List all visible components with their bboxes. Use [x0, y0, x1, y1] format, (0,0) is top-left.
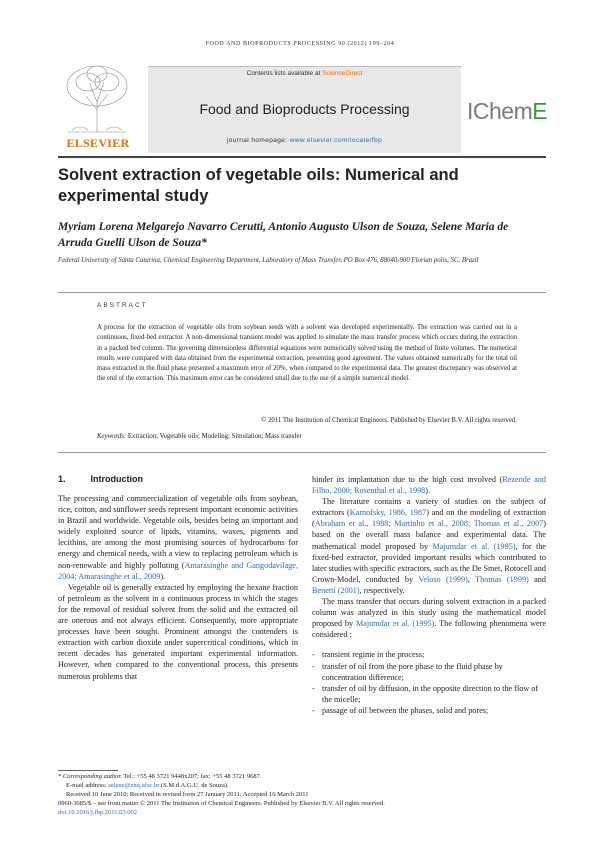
keywords-label: Keywords:	[97, 433, 127, 440]
footnotes	[58, 772, 546, 817]
r2-text-b: ) and on the modeling of extraction (	[312, 508, 546, 529]
phenomena-list	[312, 649, 546, 716]
running-header: FOOD AND BIOPRODUCTS PROCESSING 90 (2012) 199–204	[205, 41, 395, 47]
section-number: 1.	[58, 474, 66, 484]
list-item: - transient regime in the process;	[312, 649, 546, 660]
citation-link[interactable]: Karnofsky, 1986, 1987	[349, 508, 427, 518]
r3-text-b: . The following phenomena were considered :	[312, 619, 546, 640]
email-line	[58, 781, 546, 790]
corresponding-label: * Corresponding author.	[58, 773, 122, 780]
r1-text: hinder its implantation due to the high cost involved (	[312, 475, 503, 484]
r2-text-c: ) based on the overall mass balance and experimental data. The mathematical model proposed by	[312, 519, 546, 551]
r2-text-g: , respectively.	[359, 585, 405, 595]
r3-text-a: The mass transfer that occurs during solvent extraction in a packed column was analyzed in this study using the mathematical model proposed by	[312, 597, 546, 629]
homepage-line	[148, 137, 461, 144]
r2-text-a: The literature contains a variety of studies on the subject of extractors (	[312, 497, 546, 518]
contents-line	[148, 70, 461, 77]
intro-paragraph-3	[312, 474, 546, 496]
intro-paragraph-5	[312, 596, 546, 640]
email-suffix: (S.M.d.A.G.U. de Souza).	[159, 782, 229, 789]
author-list: Myriam Lorena Melgarejo Navarro Cerutti, Antonio Augusto Ulson de Souza, Selene Maria de Arruda Guelli Ulson de Souza*	[58, 221, 509, 249]
affiliation: Federal University of Santa Catarina, Chemical Engineering Department, Laboratory of Mass Transfer, PO Box 476, 88040-900 Florian polis, SC, Brazil	[58, 257, 479, 264]
list-item: - transfer of oil by diffusion, in the opposite direction to the flow of the micelle;	[312, 683, 546, 705]
intro-p1-text: The processing and commercialization of vegetable oils from soybean, rice, cotton, and sunflower seeds represent important economic activities in Brazil and worldwide. Vegetable oils, besides being an important and widely exploited source of lipids, vitamins, waxes, pigments and lecithins, are among the most promising sources of hydrocarbons for energy and chemical needs, with a view to replacing petroleum which is non-renewable and highly polluting (	[58, 494, 298, 570]
contents-prefix: Contents lists available at	[246, 70, 321, 77]
issn-line: 0960-3085/$ – see front matter © 2011 The Institution of Chemical Engineers. Published by Elsevier B.V. All rights reserved.	[58, 800, 385, 807]
publisher-wordmark: ELSEVIER	[66, 136, 130, 150]
list-item: - transfer of oil from the pore phase to the fluid phase by concentration difference;	[312, 661, 546, 683]
abstract-top-rule	[58, 292, 546, 293]
email-label: E-mail address:	[66, 782, 109, 789]
abstract-bottom-rule	[58, 452, 546, 453]
copyright-line: © 2011 The Institution of Chemical Engineers. Published by Elsevier B.V. All rights reserved.	[261, 417, 517, 424]
corresponding-contact: Tel.: +55 48 3721 9448x207; fax: +55 48 3721 9687.	[121, 773, 262, 780]
r1-tail: ).	[425, 486, 431, 496]
section-title: Introduction	[90, 474, 144, 484]
citation-link[interactable]: Thomas (1999)	[475, 574, 529, 584]
icheme-logo-main: IChem	[467, 98, 533, 124]
corresponding-author-line	[58, 772, 546, 781]
right-column	[312, 474, 546, 716]
journal-title: Food and Bioproducts Processing	[199, 101, 410, 117]
doi-link[interactable]: doi:10.1016/j.fbp.2011.03.002	[58, 809, 138, 816]
left-column	[58, 493, 298, 682]
article-title: Solvent extraction of vegetable oils: Numerical and experimental study	[58, 166, 459, 205]
email-link[interactable]: selene@enq.ufsc.br	[108, 782, 160, 789]
citation-link[interactable]: Benetti (2001)	[312, 585, 360, 595]
citation-link[interactable]: Amarasinghe and Gangodavilage, 2004; Amarasinghe et al., 2009	[58, 560, 298, 581]
sciencedirect-link[interactable]: ScienceDirect	[322, 70, 363, 77]
r2-text-f: and	[528, 574, 546, 584]
citation-link[interactable]: Majumdar et al. (1995)	[432, 541, 516, 551]
intro-paragraph-4	[312, 496, 546, 596]
homepage-prefix: journal homepage:	[226, 137, 288, 144]
received-line: Received 10 June 2010; Received in revised form 27 January 2011; Accepted 16 March 2011	[66, 791, 309, 798]
citation-link[interactable]: Majumdar et al. (1995)	[355, 619, 435, 629]
icheme-logo-accent: E	[532, 98, 548, 124]
homepage-link[interactable]: www.elsevier.com/locate/fbp	[289, 137, 383, 144]
r2-text-d: , for the fixed-bed extractor, provided important results which contributed to later studies with specific extractors, such as the De Smet, Rotocell and Crown-Model, conducted by	[312, 541, 546, 584]
intro-p1-tail: ).	[160, 571, 166, 581]
list-item: - passage of oil between the phases, solid and pores;	[312, 705, 546, 716]
keywords-line	[97, 433, 517, 440]
intro-paragraph-2: Vegetable oil is generally extracted by employing the hexane fraction of petroleum as the solvent in a continuous process in which the stages for the removal of residual solvent from the solid and the extracted oil are onerous and not always efficient. Consequently, more appropriate processes have been sought. Prominent amongst the contenders is extraction with carbon dioxide under supercritical conditions, which in recent decades has generated important experimental information. However, when compared to the conventional process, this presents numerous problems that	[58, 582, 298, 681]
abstract-text: A process for the extraction of vegetable oils from soybean seeds with a solvent was developed experimentally. The extraction was carried out in a continuous, fixed-bed extractor. A non-dimensional transient model was applied to simulate the mass transfer process which occurs during the extraction in a packed bed column. The governing dimensionless differential equations were numerically solved using the method of finite volumes. The numerical results were compared with data obtained from the experimental extraction, presenting good agreement. The values obtained numerically for the total oil mass extracted in the fluid phase presented a maximum error of 20%, when compared to the experimental data. The greatest discrepancy was observed at the end of the extraction. This maximum error can be considered small due to the use of a simple numerical model.	[97, 324, 517, 383]
r2-text-e: ,	[467, 574, 476, 584]
section-heading	[58, 474, 143, 484]
icheme-logo	[467, 98, 547, 125]
keywords-values: Extraction; Vegetable oils; Modeling; Simulation; Mass transfer	[127, 433, 302, 440]
masthead-rule	[58, 156, 546, 158]
abstract-heading: ABSTRACT	[97, 302, 148, 309]
intro-paragraph-1	[58, 493, 298, 582]
citation-link[interactable]: Abraham et al., 1988; Martinho et al., 2008; Thomas et al., 2007	[314, 519, 544, 529]
citation-link[interactable]: Veloso (1999)	[418, 574, 468, 584]
footnote-rule	[58, 770, 118, 771]
citation-link[interactable]: Rezende and Filho, 2000; Rosenthal et al., 1998	[312, 475, 546, 496]
